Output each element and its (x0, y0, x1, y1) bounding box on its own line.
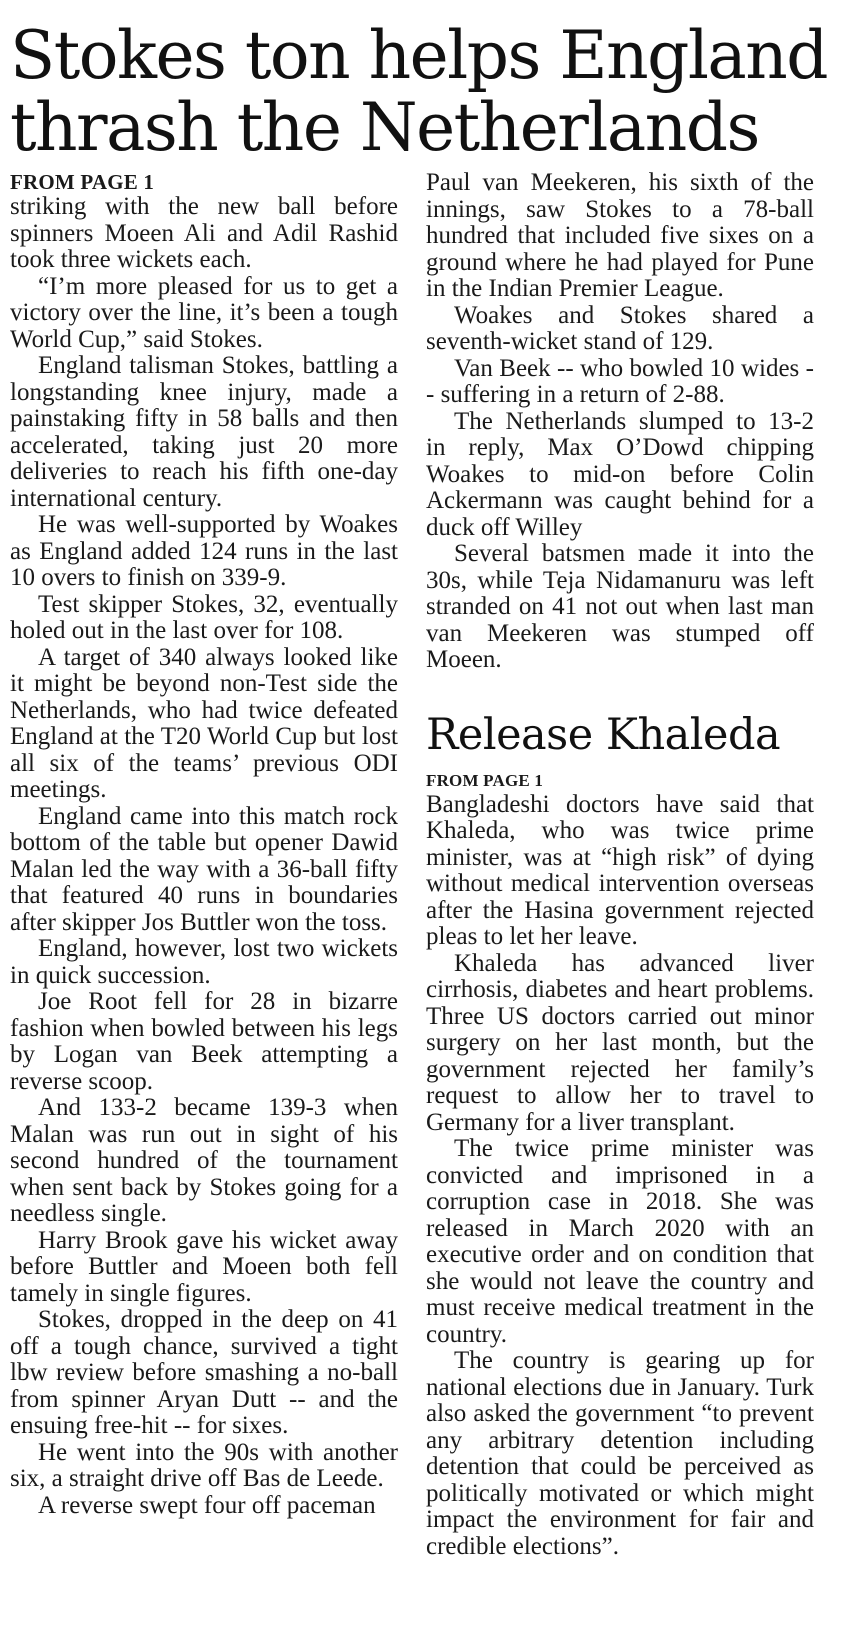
story1-continuation-paragraph: Van Beek -- who bowled 10 wides -- suffering in a return of 2-88. (426, 354, 814, 408)
story2-kicker: FROM PAGE 1 (426, 770, 544, 790)
story1-paragraph: Harry Brook gave his wicket away before Buttler and Moeen both fell tamely in single figures. (10, 1226, 398, 1307)
story1-kicker: FROM PAGE 1 (10, 170, 155, 194)
story2-paragraph: Bangladeshi doctors have said that Khaleda, who was twice prime minister, was at “high risk” of dying without medical intervention overseas after the Hasina government rejected pleas to let her leave. (426, 790, 814, 950)
story1-continuation-paragraph: Several batsmen made it into the 30s, while Teja Nidamanuru was left stranded on 41 not out when last man van Meekeren was stumped off Moeen. (426, 540, 814, 673)
story1-paragraph: Test skipper Stokes, 32, eventually holed out in the last over for 108. (10, 590, 398, 644)
story2-headline: Release Khaleda (426, 709, 781, 760)
story1-paragraph: He went into the 90s with another six, a straight drive off Bas de Leede. (10, 1438, 398, 1492)
headline: Stokes ton helps England thrash the Netherlands (10, 17, 828, 166)
story1-continuation-paragraph: The Netherlands slumped to 13-2 in reply, Max O’Dowd chipping Woakes to mid-on before Colin Ackermann was caught behind for a duck off Willey (426, 407, 814, 541)
story2-paragraph: Khaleda has advanced liver cirrhosis, diabetes and heart problems. Three US doctors carried out minor surgery on her last month, but the government rejected her family’s request to allow her to travel to Germany for a liver transplant. (426, 949, 814, 1136)
column-right (426, 170, 814, 1560)
story2-paragraph: The country is gearing up for national elections due in January. Turk also asked the government “to prevent any arbitrary detention including detention that could be perceived as politically motivated or which might impact the environment for fair and credible elections”. (426, 1347, 814, 1560)
story1-continuation-paragraph: Paul van Meekeren, his sixth of the innings, saw Stokes to a 78-ball hundred that included five sixes on a ground where he had played for Pune in the Indian Premier League. (426, 169, 814, 302)
story1-paragraph: Joe Root fell for 28 in bizarre fashion when bowled between his legs by Logan van Beek attempting a reverse scoop. (10, 988, 398, 1095)
story1-paragraph: He was well-supported by Woakes as England added 124 runs in the last 10 overs to finish on 339-9. (10, 511, 398, 591)
story1-paragraph: Stokes, dropped in the deep on 41 off a tough chance, survived a tight lbw review before smashing a no-ball from spinner Aryan Dutt -- and the ensuing free-hit -- for sixes. (10, 1306, 398, 1439)
story1-paragraph: England, however, lost two wickets in quick succession. (10, 935, 398, 989)
story1-paragraph: England talisman Stokes, battling a longstanding knee injury, made a painstaking fifty in 58 balls and then accelerated, taking just 20 more deliveries to reach his fifth one-day international century. (10, 352, 398, 512)
story1-paragraph: A reverse swept four off paceman (38, 1491, 376, 1519)
story1-paragraph: And 133-2 became 139-3 when Malan was run out in sight of his second hundred of the tournament when sent back by Stokes going for a needless single. (10, 1094, 398, 1227)
story2-paragraph: The twice prime minister was convicted and imprisoned in a corruption case in 2018. She was released in March 2020 with an executive order and on condition that she would not leave the country and must receive medical treatment in the country. (426, 1135, 814, 1348)
story1-paragraph: A target of 340 always looked like it might be beyond non-Test side the Netherlands, who had twice defeated England at the T20 World Cup but lost all six of the teams’ previous ODI meetings. (10, 643, 398, 803)
story1-paragraph: “I’m more pleased for us to get a victory over the line, it’s been a tough World Cup,” said Stokes. (10, 272, 398, 353)
story1-paragraph: striking with the new ball before spinners Moeen Ali and Adil Rashid took three wickets each. (10, 193, 398, 273)
column-left (10, 170, 398, 1519)
story1-paragraph: England came into this match rock bottom of the table but opener Dawid Malan led the way with a 36-ball fifty that featured 40 runs in boundaries after skipper Jos Buttler won the toss. (10, 802, 398, 936)
story1-continuation-paragraph: Woakes and Stokes shared a seventh-wicket stand of 129. (426, 301, 814, 355)
